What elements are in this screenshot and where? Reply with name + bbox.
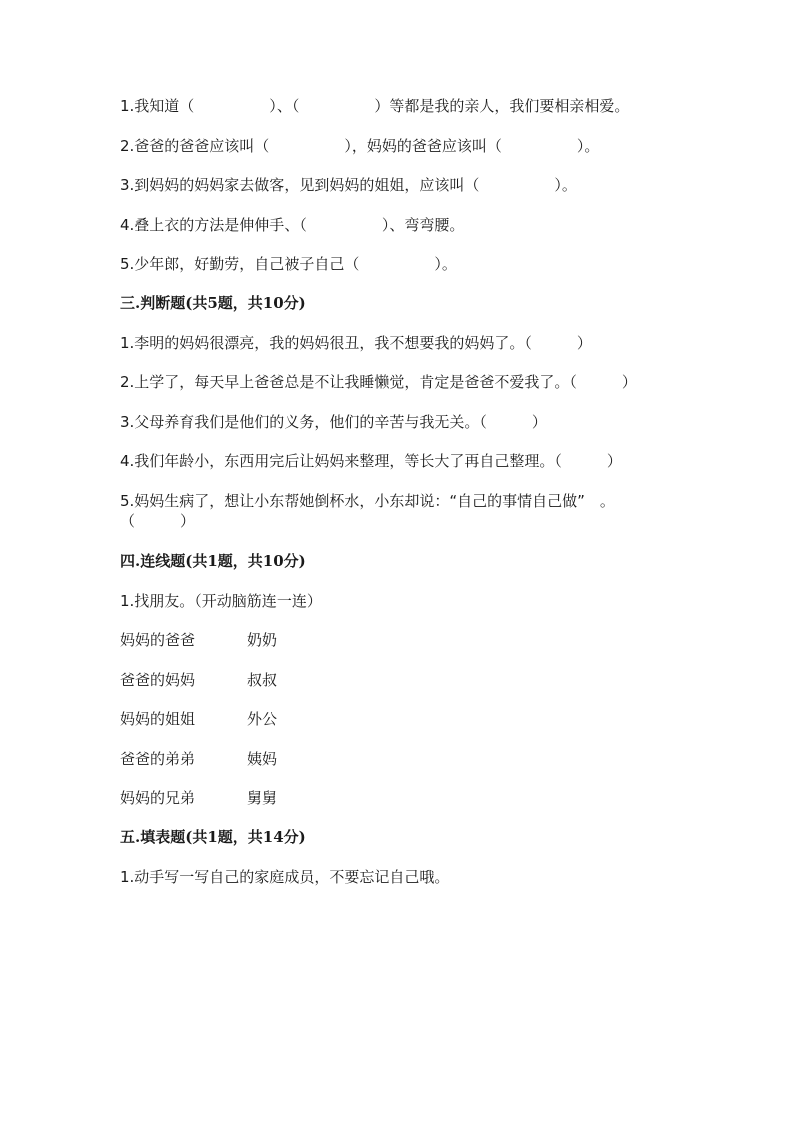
judge-item-2: 2.上学了，每天早上爸爸总是不让我睡懒觉，肯定是爸爸不爱我了。（ ）	[120, 373, 637, 391]
match-left-item: 爸爸的妈妈	[120, 671, 196, 689]
match-right-item: 奶奶	[247, 631, 278, 649]
fill-blank-item-3: 3.到妈妈的妈妈家去做客，见到妈妈的姐姐，应该叫（ ）。	[120, 176, 577, 194]
match-right-item: 叔叔	[247, 671, 278, 689]
judge-item-3: 3.父母养育我们是他们的义务，他们的辛苦与我无关。（ ）	[120, 413, 547, 431]
match-left-item: 妈妈的姐姐	[120, 710, 196, 728]
table-question: 1.动手写一写自己的家庭成员，不要忘记自己哦。	[120, 868, 450, 886]
section-heading: 四.连线题(共1题，共10分)	[120, 552, 306, 570]
match-left-item: 爸爸的弟弟	[120, 750, 196, 768]
judge-item-4: 4.我们年龄小，东西用完后让妈妈来整理，等长大了再自己整理。（ ）	[120, 452, 622, 470]
judge-item-5: 5.妈妈生病了，想让小东帮她倒杯水，小东却说：“自己的事情自己做” 。	[120, 492, 615, 510]
section-heading: 五.填表题(共1题，共14分)	[120, 828, 306, 846]
section-heading: 三.判断题(共5题，共10分)	[120, 294, 306, 312]
judge-item-1: 1.李明的妈妈很漂亮，我的妈妈很丑，我不想要我的妈妈了。（ ）	[120, 334, 592, 352]
match-left-item: 妈妈的爸爸	[120, 631, 196, 649]
fill-blank-item-1: 1.我知道（ ）、（ ）等都是我的亲人，我们要相亲相爱。	[120, 97, 630, 115]
match-left-item: 妈妈的兄弟	[120, 789, 196, 807]
judge-item-5-answer: （ ）	[120, 512, 196, 530]
fill-blank-item-4: 4.叠上衣的方法是伸伸手、（ ）、弯弯腰。	[120, 216, 465, 234]
match-right-item: 姨妈	[247, 750, 278, 768]
match-question: 1.找朋友。（开动脑筋连一连）	[120, 592, 322, 610]
match-right-item: 外公	[247, 710, 278, 728]
fill-blank-item-5: 5.少年郎，好勤劳，自己被子自己（ ）。	[120, 255, 457, 273]
fill-blank-item-2: 2.爸爸的爸爸应该叫（ ），妈妈的爸爸应该叫（ ）。	[120, 137, 600, 155]
match-right-item: 舅舅	[247, 789, 278, 807]
